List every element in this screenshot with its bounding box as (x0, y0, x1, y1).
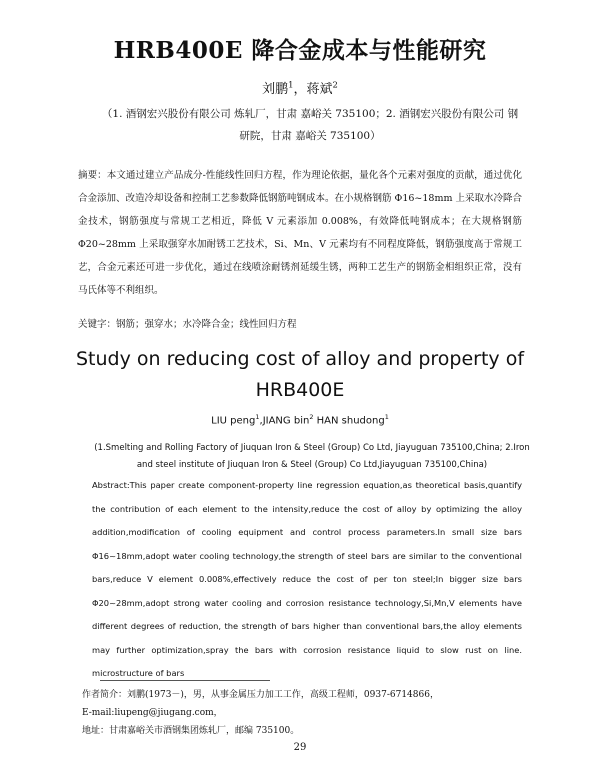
chinese-abstract: 摘要：本文通过建立产品成分-性能线性回归方程，作为理论依据，量化各个元素对强度的贡献，通过优化合金添加、改造冷却设备和控制工艺参数降低钢筋吨钢成本。在小规格钢筋 Φ16~18mm 上采取水冷降合金技术，钢筋强度与常规工艺相近，降低 V 元素添加 0.008%，有效降低吨钢成本；在大规格钢筋 Φ20~28mm 上采取强穿水加耐锈工艺技术，Si、Mn、V 元素均有不同程度降低，钢筋强度高于常规工艺，合金元素还可进一步优化，通过在线喷涂耐锈剂延缓生锈，两种工艺生产的钢筋金相组织正常，没有马氏体等不利组织。 (78, 170, 522, 296)
author-separator: ， (293, 82, 307, 97)
chinese-authors (0, 78, 600, 97)
english-title: Study on reducing cost of alloy and property of HRB400E (75, 348, 525, 401)
footnote-divider (100, 680, 270, 681)
en-author-3: HAN shudong (313, 415, 385, 427)
chinese-title: HRB400E 降合金成本与性能研究 (113, 37, 487, 64)
footnotes (82, 686, 522, 740)
en-author-1: LIU peng (211, 415, 256, 427)
english-authors (0, 413, 600, 426)
footnote-email: E-mail:liupeng@jiugang.com， (82, 708, 223, 718)
footnote-author-intro: 作者简介：刘鹏(1973－)，男，从事金属压力加工工作，高级工程师，0937-6714866， (82, 690, 439, 700)
en-author-3-mark: 1 (384, 413, 389, 421)
en-author-2-mark: 2 (309, 413, 314, 421)
author-2: 蒋斌 (306, 82, 333, 97)
en-author-1-mark: 1 (255, 413, 260, 421)
english-affiliation: (1.Smelting and Rolling Factory of Jiuquan Iron & Steel (Group) Co Ltd, Jiayuguan 735100,China; 2.Iron and steel institute of Jiuquan Iron & Steel (Group) Co Ltd,Jiayuguan 735100,China) (94, 443, 530, 470)
author-1-affil-mark: 1 (288, 79, 294, 90)
en-author-2: ,JIANG bin (259, 415, 310, 427)
english-abstract: Abstract:This paper create component-property line regression equation,as theoretical basis,quantify the contribution of each element to the intensity,reduce the cost of alloy by optimizing the alloy addition,modification of cooling equipment and control process parameters.In small size bars Φ16~18mm,adopt water cooling technology,the strength of steel bars are similar to the conventional bars,reduce V element 0.008%,effectively reduce the cost of per ton steel;In bigger size bars Φ20~28mm,adopt strong water cooling and corrosion resistance technology,Si,Mn,V elements have different degrees of reduction, the strength of bars higher than conventional bars,the alloy elements may further optimization,spray the bars with corrosion resistance liquid to slow rust on line. microstructure of bars (92, 480, 522, 678)
author-2-affil-mark: 2 (332, 79, 338, 90)
chinese-affiliation: （1. 酒钢宏兴股份有限公司 炼轧厂，甘肃 嘉峪关 735100；2. 酒钢宏兴股份有限公司 钢研院，甘肃 嘉峪关 735100） (101, 108, 519, 142)
page-number: 29 (293, 742, 307, 753)
footnote-address: 地址：甘肃嘉峪关市酒钢集团炼轧厂，邮编 735100。 (82, 726, 300, 736)
author-1: 刘鹏 (262, 82, 289, 97)
chinese-keywords: 关键字：钢筋；强穿水；水冷降合金；线性回归方程 (78, 319, 297, 330)
